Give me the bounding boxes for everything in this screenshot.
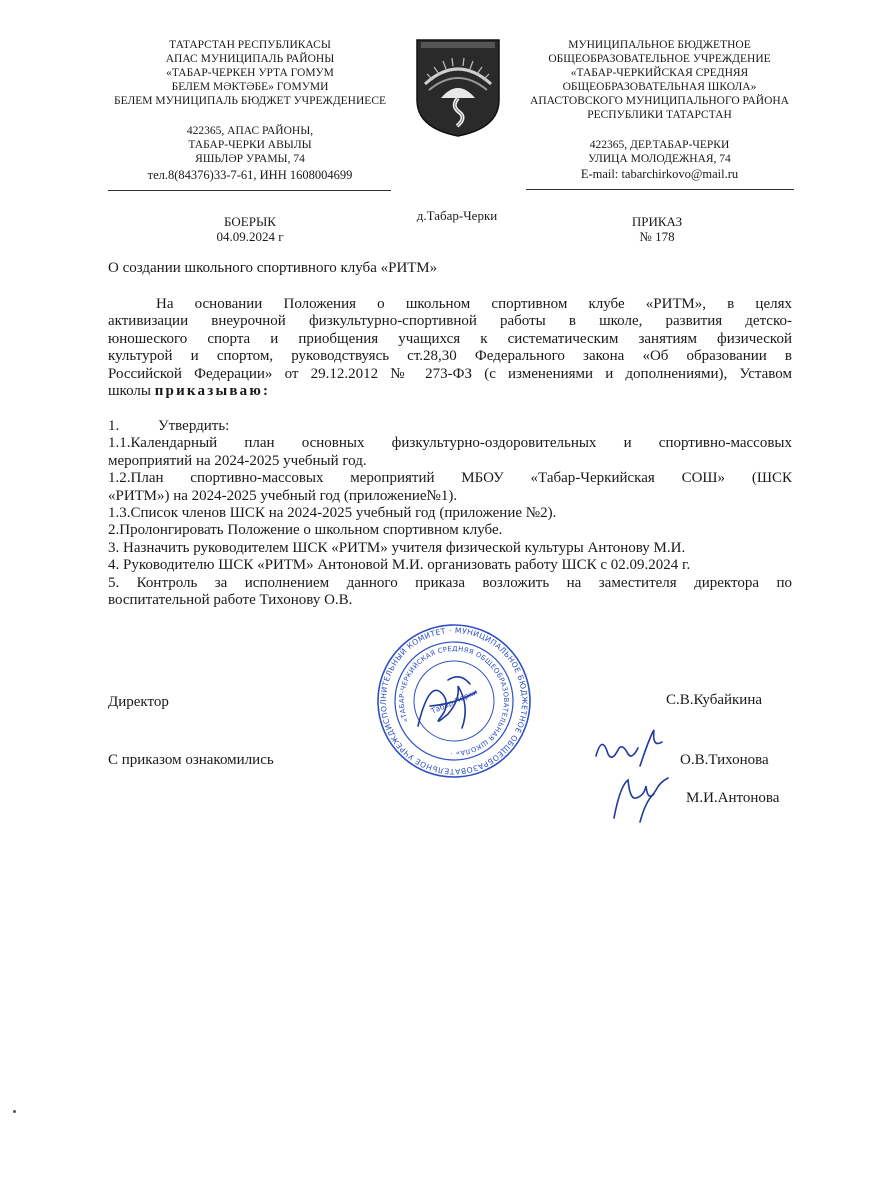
header-right-line: РЕСПУБЛИКИ ТАТАРСТАН — [587, 109, 732, 121]
order-items — [108, 418, 792, 609]
signature-antonova — [610, 770, 676, 826]
header-left-divider — [108, 190, 391, 191]
header-left-line: АПАС МУНИЦИПАЛЬ РАЙОНЫ — [165, 53, 335, 65]
director-label: Директор — [108, 694, 169, 710]
header-right-line: МУНИЦИПАЛЬНОЕ БЮДЖЕТНОЕ — [568, 39, 751, 51]
order-place: д.Табар-Черки — [416, 208, 498, 223]
order-title-tatar: БОЕРЫК — [224, 214, 276, 229]
item-1-number: 1. — [108, 418, 120, 434]
header-right-line: АПАСТОВСКОГО МУНИЦИПАЛЬНОГО РАЙОНА — [530, 95, 789, 107]
order-date: 04.09.2024 г — [216, 229, 284, 244]
item-1 — [108, 418, 792, 435]
header-right-line: ОБЩЕОБРАЗОВАТЕЛЬНАЯ ШКОЛА» — [562, 81, 757, 93]
order-title: ПРИКАЗ — [631, 214, 683, 229]
header-right-address-line: 422365, ДЕР.ТАБАР-ЧЕРКИ — [589, 139, 730, 151]
header-left-line: БЕЛЕМ МӘКТӘБЕ» ГОМУМИ — [171, 81, 329, 93]
coat-of-arms-icon — [415, 38, 501, 138]
preamble-line: активизации внеурочной физкультурно-спортивной работы в школе, развития детско- — [108, 313, 792, 330]
header-right-email: E-mail: tabarchirkovo@mail.ru — [580, 167, 739, 181]
acknowledged-person-1: О.В.Тихонова — [680, 752, 769, 768]
preamble — [108, 296, 792, 400]
stamp-outer-text: ИСПОЛНИТЕЛЬНЫЙ КОМИТЕТ · МУНИЦИПАЛЬНОЕ БЮДЖЕТНОЕ ОБЩЕОБРАЗОВАТЕЛЬНОЕ УЧРЕЖДЕНИЕ — [378, 625, 530, 777]
header-left-address-line: ЯШЬЛӘР УРАМЫ, 74 — [195, 153, 305, 165]
item-1-3: 1.3.Список членов ШСК на 2024-2025 учебный год (приложение №2). — [108, 505, 557, 522]
preamble-line: юношеского спорта и приобщения учащихся к систематическим занятиям физической — [108, 330, 792, 347]
coat-of-arms — [415, 38, 501, 138]
header-left-line: БЕЛЕМ МУНИЦИПАЛЬ БЮДЖЕТ УЧРЕЖДЕНИЕСЕ — [113, 95, 387, 107]
scan-mark — [13, 1110, 16, 1113]
header-left-line: «ТАБАР-ЧЕРКЕН УРТА ГОМУМ — [166, 67, 334, 79]
item-3: 3. Назначить руководителем ШСК «РИТМ» учителя физической культуры Антонову М.И. — [108, 539, 686, 556]
preamble-line: На основании Положения о школьном спортивном клубе «РИТМ», в целях — [156, 296, 792, 312]
header-left-line: ТАТАРСТАН РЕСПУБЛИКАСЫ — [169, 39, 331, 51]
item-1-1-line: мероприятий на 2024-2025 учебный год. — [108, 452, 367, 469]
header-right-line: ОБЩЕОБРАЗОВАТЕЛЬНОЕ УЧРЕЖДЕНИЕ — [548, 53, 771, 65]
preamble-last-line — [108, 383, 792, 400]
item-1-2-line: 1.2.План спортивно-массовых мероприятий МБОУ «Табар-Черкийская СОШ» (ШСК — [108, 470, 792, 487]
signature-icon — [592, 726, 672, 772]
header-right — [507, 38, 812, 182]
order-number: № 178 — [639, 229, 675, 244]
signature-icon — [400, 656, 500, 746]
acknowledged-person-2: М.И.Антонова — [686, 790, 780, 806]
order-subject: О создании школьного спортивного клуба «РИТМ» — [108, 260, 438, 276]
header-right-address-line: УЛИЦА МОЛОДЕЖНАЯ, 74 — [588, 153, 731, 165]
header-left-address-line: ТАБАР-ЧЕРКИ АВЫЛЫ — [188, 139, 312, 151]
acknowledged-label: С приказом ознакомились — [108, 752, 274, 768]
item-5-line: 5. Контроль за исполнением данного приказа возложить на заместителя директора по — [108, 574, 792, 591]
director-name: С.В.Кубайкина — [666, 692, 763, 708]
signature-tikhonova — [592, 726, 672, 772]
item-1-2-line: «РИТМ») на 2024-2025 учебный год (приложение№1). — [108, 487, 458, 504]
header-left-phone-inn: тел.8(84376)33-7-61, ИНН 1608004699 — [147, 168, 353, 182]
header-left-address-line: 422365, АПАС РАЙОНЫ, — [186, 125, 314, 137]
item-5-line: воспитательной работе Тихонову О.В. — [108, 592, 353, 609]
order-header-right — [592, 214, 722, 244]
stamp-center-text: Табар-Черки — [429, 687, 479, 716]
director-signature — [400, 656, 500, 746]
header-right-divider — [526, 189, 794, 190]
preamble-last-prefix: школы — [108, 383, 155, 400]
order-header-left — [180, 214, 320, 244]
header-left — [95, 38, 405, 184]
preamble-line: культурой и спортом, руководствуясь ст.28,30 Федерального закона «Об образовании в — [108, 348, 792, 365]
header-right-line: «ТАБАР-ЧЕРКИЙСКАЯ СРЕДНЯЯ — [570, 67, 749, 79]
order-word: приказываю: — [154, 383, 271, 400]
stamp-inner-text: «ТАБАР-ЧЕРКИЙСКАЯ СРЕДНЯЯ ОБЩЕОБРАЗОВАТЕЛЬНАЯ ШКОЛА» · — [397, 644, 511, 758]
preamble-line: Российской Федерации» от 29.12.2012 № 273-ФЗ (с изменениями и дополнениями), Уставом — [108, 365, 792, 382]
item-1-text: Утвердить: — [158, 418, 230, 434]
signature-icon — [610, 770, 676, 826]
item-4: 4. Руководителю ШСК «РИТМ» Антоновой М.И. организовать работу ШСК с 02.09.2024 г. — [108, 557, 691, 574]
item-1-1-line: 1.1.Календарный план основных физкультурно-оздоровительных и спортивно-массовых — [108, 435, 792, 452]
item-2: 2.Пролонгировать Положение о школьном спортивном клубе. — [108, 522, 503, 539]
